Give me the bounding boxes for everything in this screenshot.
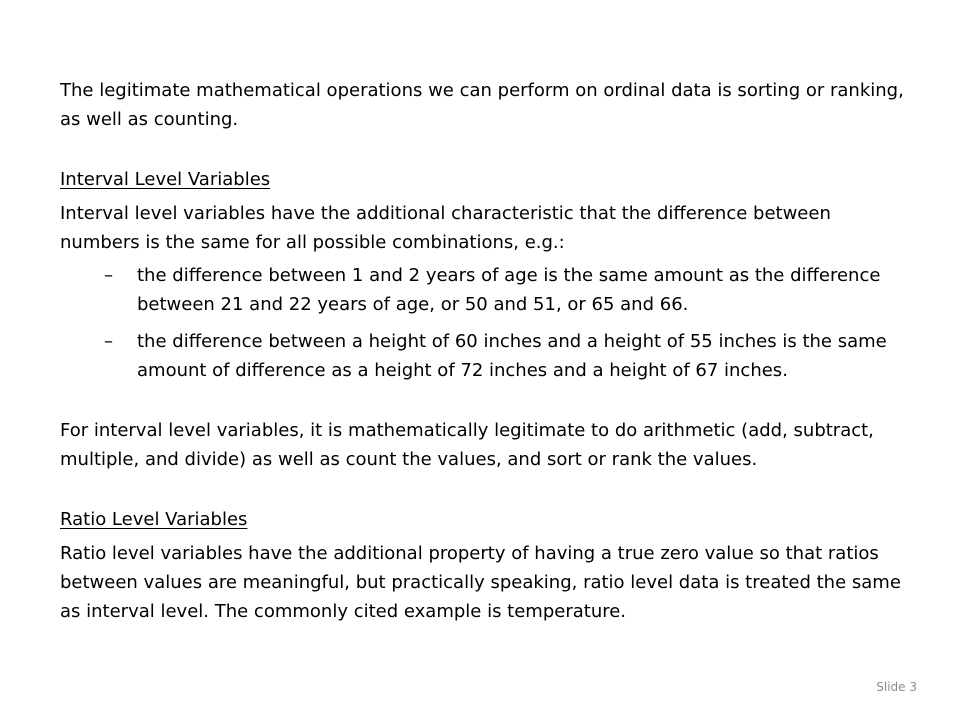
- interval-examples-list: [60, 261, 910, 385]
- list-item-text: the difference between a height of 60 inches and a height of 55 inches is the same amount of difference as a height of 72 inches and a height of 67 inches.: [137, 331, 887, 381]
- interval-level-heading: Interval Level Variables: [60, 169, 271, 190]
- list-item: [60, 327, 910, 385]
- ordinal-operations-paragraph: The legitimate mathematical operations we can perform on ordinal data is sorting or ranking, as well as counting.: [60, 80, 904, 130]
- slide-number: Slide 3: [876, 680, 917, 694]
- ratio-level-heading: Ratio Level Variables: [60, 509, 248, 530]
- interval-intro-paragraph: Interval level variables have the additional characteristic that the difference between numbers is the same for all possible combinations, e.g.:: [60, 203, 831, 253]
- bullet-dash: –: [104, 265, 113, 286]
- slide-body: [60, 76, 910, 626]
- bullet-dash: –: [104, 331, 113, 352]
- list-item-text: the difference between 1 and 2 years of age is the same amount as the difference between 21 and 22 years of age, or 50 and 51, or 65 and 66.: [137, 265, 881, 315]
- ratio-body-paragraph: Ratio level variables have the additional property of having a true zero value so that ratios between values are meaningful, but practically speaking, ratio level data is treated the same as interval level. The commonly cited example is temperature.: [60, 543, 901, 622]
- list-item: [60, 261, 910, 319]
- interval-operations-paragraph: For interval level variables, it is mathematically legitimate to do arithmetic (add, subtract, multiple, and divide) as well as count the values, and sort or rank the values.: [60, 420, 874, 470]
